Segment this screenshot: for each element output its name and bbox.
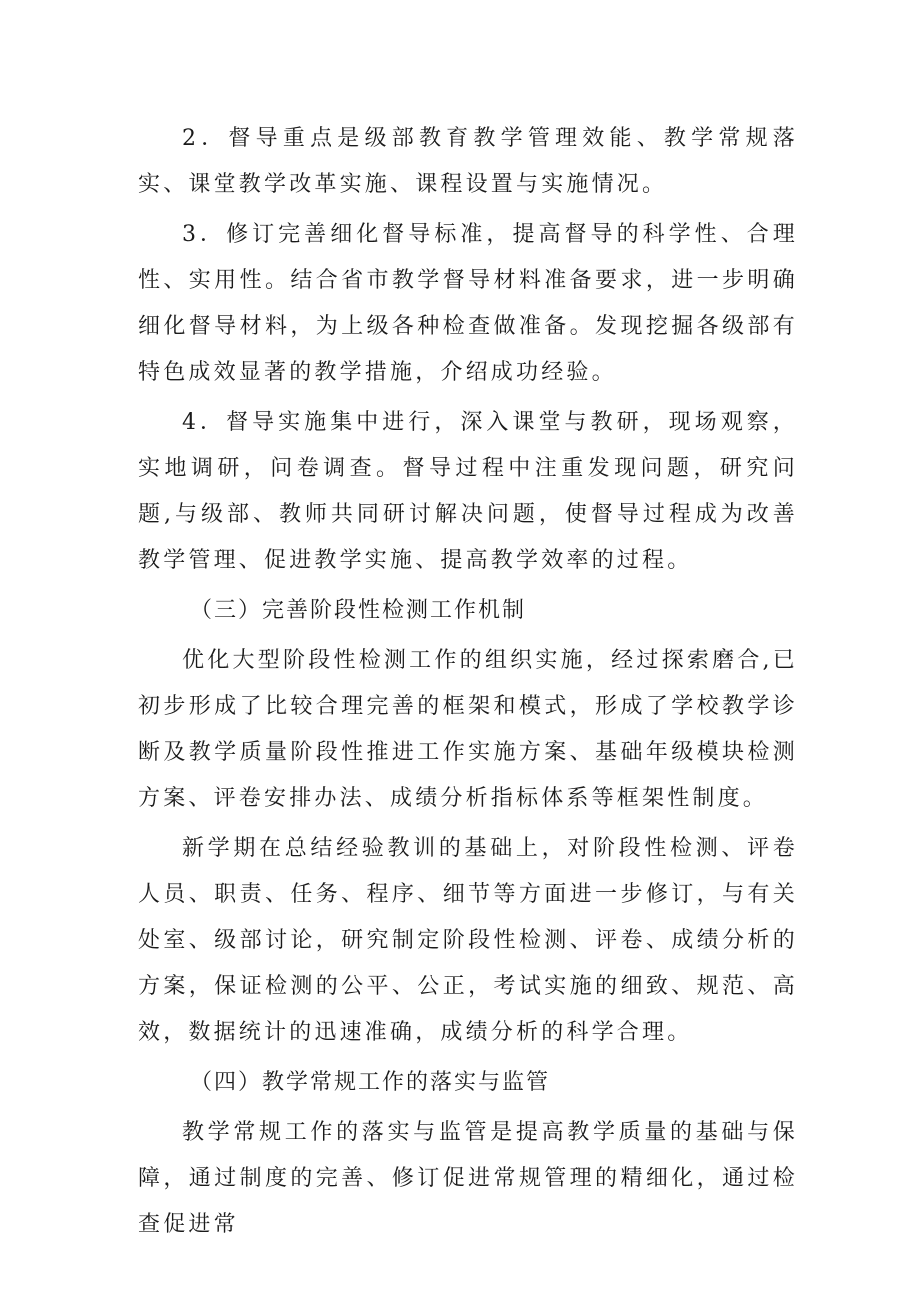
- paragraph-item-2: 2．督导重点是级部教育教学管理效能、教学常规落实、课堂教学改革实施、课程设置与实施情况。: [138, 126, 798, 197]
- paragraph-item-3: 3．修订完善细化督导标准，提高督导的科学性、合理性、实用性。结合省市教学督导材料准备要求，进一步明确细化督导材料，为上级各种检查做准备。发现挖掘各级部有特色成效显著的教学措施，介绍成功经验。: [138, 222, 798, 385]
- paragraph-detection-intro: 优化大型阶段性检测工作的组织实施，经过探索磨合,已初步形成了比较合理完善的框架和模式，形成了学校教学诊断及教学质量阶段性推进工作实施方案、基础年级模块检测方案、评卷安排办法、成绩分析指标体系等框架性制度。: [138, 648, 798, 811]
- paragraph-routine-supervision: 教学常规工作的落实与监管是提高教学质量的基础与保障，通过制度的完善、修订促进常规管理的精细化，通过检查促进常: [138, 1120, 798, 1237]
- paragraph-detection-new-term: 新学期在总结经验教训的基础上，对阶段性检测、评卷人员、职责、任务、程序、细节等方面进一步修订，与有关处室、级部讨论，研究制定阶段性检测、评卷、成绩分析的方案，保证检测的公平、公正，考试实施的细致、规范、高效，数据统计的迅速准确，成绩分析的科学合理。: [138, 836, 798, 1045]
- section-heading-4: （四）教学常规工作的落实与监管: [190, 1070, 551, 1095]
- paragraph-item-4: 4．督导实施集中进行，深入课堂与教研，现场观察，实地调研，问卷调查。督导过程中注重发现问题，研究问题,与级部、教师共同研讨解决问题，使督导过程成为改善教学管理、促进教学实施、提高教学效率的过程。: [138, 410, 798, 573]
- section-heading-3: （三）完善阶段性检测工作机制: [190, 598, 527, 623]
- document-page: [138, 116, 798, 1248]
